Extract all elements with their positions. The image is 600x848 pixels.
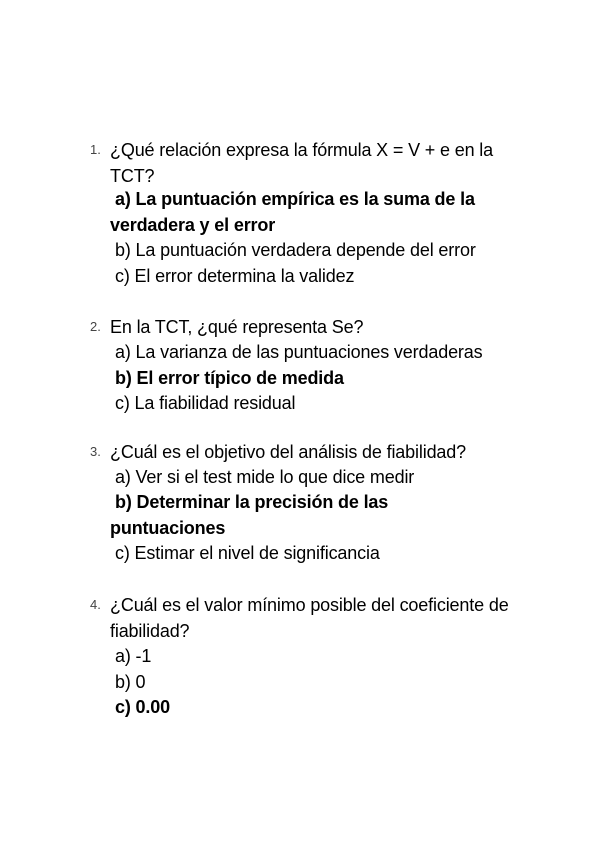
question-text: En la TCT, ¿qué representa Se? (110, 317, 364, 337)
answer-option-b-correct: b) El error típico de medida (115, 368, 344, 388)
answer-option-a: a) Ver si el test mide lo que dice medir (115, 467, 415, 487)
answer-option-b-correct: b) Determinar la precisión de las puntuaciones (110, 492, 389, 538)
question-number: 2. (90, 319, 101, 334)
question-text: ¿Cuál es el valor mínimo posible del coeficiente de fiabilidad? (110, 595, 509, 641)
question-number: 3. (90, 444, 101, 459)
answer-option-c: c) Estimar el nivel de significancia (115, 543, 380, 563)
answer-option-b: b) La puntuación verdadera depende del error (115, 240, 476, 260)
answer-option-a: a) -1 (115, 646, 152, 666)
answer-option-a: a) La varianza de las puntuaciones verdaderas (115, 342, 483, 362)
answer-option-a-correct: a) La puntuación empírica es la suma de la verdadera y el error (110, 189, 475, 235)
question-text: ¿Cuál es el objetivo del análisis de fiabilidad? (110, 442, 467, 462)
answer-option-c: c) El error determina la validez (115, 266, 355, 286)
question-number: 1. (90, 142, 101, 157)
question-number: 4. (90, 597, 101, 612)
answer-option-c-correct: c) 0.00 (115, 697, 170, 717)
answer-option-b: b) 0 (115, 672, 146, 692)
answer-option-c: c) La fiabilidad residual (115, 393, 296, 413)
question-text: ¿Qué relación expresa la fórmula X = V + e en la TCT? (110, 140, 494, 186)
